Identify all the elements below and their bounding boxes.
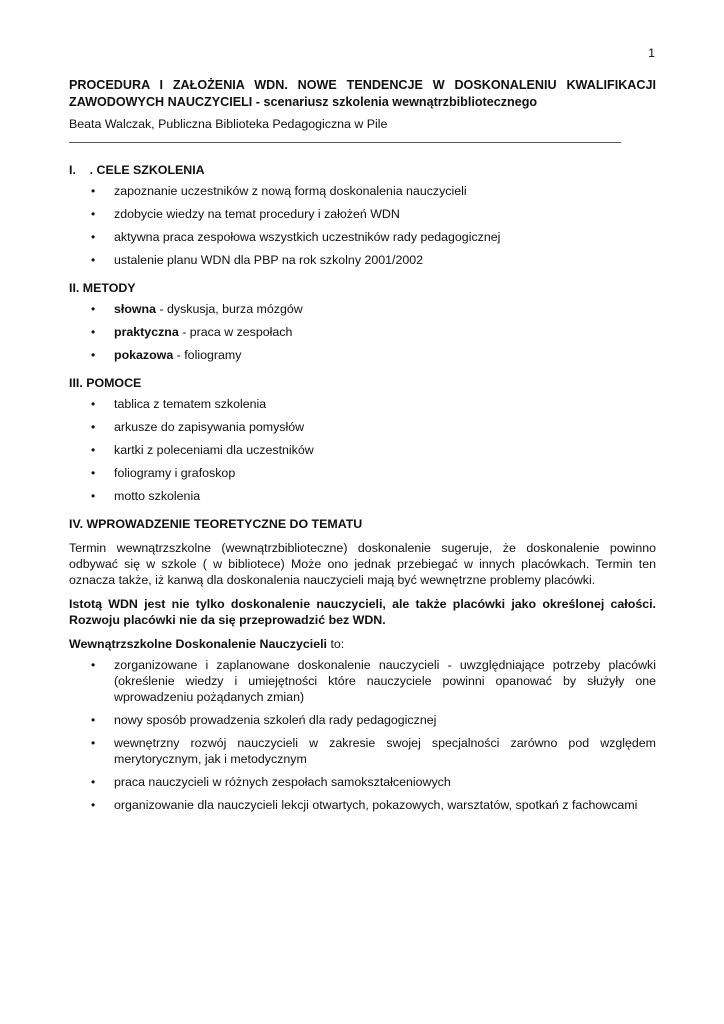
bullet-icon: • xyxy=(91,302,96,316)
list-item: • organizowanie dla nauczycieli lekcji otwartych, pokazowych, warsztatów, spotkań z fachowcami xyxy=(91,798,638,812)
list-item: • tablica z tematem szkolenia xyxy=(91,397,267,411)
list-item: • zdobycie wiedzy na temat procedury i założeń WDN xyxy=(91,207,400,221)
intro-paragraph-bold: Istotą WDN jest nie tylko doskonalenie nauczycieli, ale także placówki jako określonej całości. Rozwoju placówki nie da się przeprowadzić bez WDN. xyxy=(69,597,656,627)
bullet-icon: • xyxy=(91,207,96,221)
bullet-icon: • xyxy=(91,489,96,503)
bullet-icon: • xyxy=(91,466,96,480)
bullet-icon: • xyxy=(91,713,96,727)
section-heading-methods: II. METODY xyxy=(69,281,136,295)
list-item: • zapoznanie uczestników z nową formą doskonalenia nauczycieli xyxy=(91,184,467,198)
header-divider xyxy=(69,142,621,143)
wdn-definition-intro: Wewnątrzszkolne Doskonalenie Nauczycieli to: xyxy=(69,637,345,651)
list-item: • słowna - dyskusja, burza mózgów xyxy=(91,302,303,316)
bullet-icon: • xyxy=(91,775,96,789)
bullet-icon: • xyxy=(91,397,96,411)
bullet-icon: • xyxy=(91,443,96,457)
bullet-icon: • xyxy=(91,798,96,812)
bullet-icon: • xyxy=(91,325,96,339)
list-item: • zorganizowane i zaplanowane doskonalenie nauczycieli - uwzględniające potrzeby placówki (określenie wiedzy i umiejętności które nauczyciele powinni opanować by służyły one wprowadzeniu pożądanych zmian) xyxy=(91,658,656,704)
list-item: • praktyczna - praca w zespołach xyxy=(91,325,293,339)
page-number: 1 xyxy=(648,46,655,60)
list-item: • ustalenie planu WDN dla PBP na rok szkolny 2001/2002 xyxy=(91,253,424,267)
intro-paragraph: Termin wewnątrzszkolne (wewnątrzbiblioteczne) doskonalenie sugeruje, że doskonalenie powinno odbywać się w szkole ( w bibliotece) Może ono jednak przebiegać w innych placówkach. Termin ten oznacza także, iż kanwą dla doskonalenia nauczycieli mają być wewnętrzne problemy placówki. xyxy=(69,541,656,587)
list-item: • wewnętrzny rozwój nauczycieli w zakresie swojej specjalności zarówno pod względem merytorycznym, jak i metodycznym xyxy=(91,736,656,766)
bullet-icon: • xyxy=(91,184,96,198)
list-item: • motto szkolenia xyxy=(91,489,201,503)
list-item: • nowy sposób prowadzenia szkoleń dla rady pedagogicznej xyxy=(91,713,437,727)
method-name: praktyczna xyxy=(114,325,179,339)
document-author: Beata Walczak, Publiczna Biblioteka Pedagogiczna w Pile xyxy=(69,117,388,131)
section-heading-goals: I. . CELE SZKOLENIA xyxy=(69,163,205,177)
list-item: • pokazowa - foliogramy xyxy=(91,348,242,362)
methods-list xyxy=(69,301,656,363)
document-content xyxy=(69,77,656,813)
document-title: PROCEDURA I ZAŁOŻENIA WDN. NOWE TENDENCJE W DOSKONALENIU KWALIFIKACJI ZAWODOWYCH NAUCZYCIELI - scenariusz szkolenia wewnątrzbibliotecznego xyxy=(69,78,656,109)
wdn-definition-list xyxy=(69,657,656,813)
aids-list xyxy=(69,396,656,504)
method-name: pokazowa xyxy=(114,348,174,362)
bullet-icon: • xyxy=(91,420,96,434)
goals-list xyxy=(69,183,656,268)
bullet-icon: • xyxy=(91,658,96,672)
list-item: • aktywna praca zespołowa wszystkich uczestników rady pedagogicznej xyxy=(91,230,501,244)
section-heading-introduction: IV. WPROWADZENIE TEORETYCZNE DO TEMATU xyxy=(69,517,363,531)
section-heading-aids: III. POMOCE xyxy=(69,376,142,390)
list-item: • kartki z poleceniami dla uczestników xyxy=(91,443,314,457)
bullet-icon: • xyxy=(91,736,96,750)
bullet-icon: • xyxy=(91,230,96,244)
bullet-icon: • xyxy=(91,253,96,267)
bullet-icon: • xyxy=(91,348,96,362)
list-item: • foliogramy i grafoskop xyxy=(91,466,236,480)
list-item: • praca nauczycieli w różnych zespołach samokształceniowych xyxy=(91,775,451,789)
method-name: słowna xyxy=(114,302,156,316)
list-item: • arkusze do zapisywania pomysłów xyxy=(91,420,305,434)
